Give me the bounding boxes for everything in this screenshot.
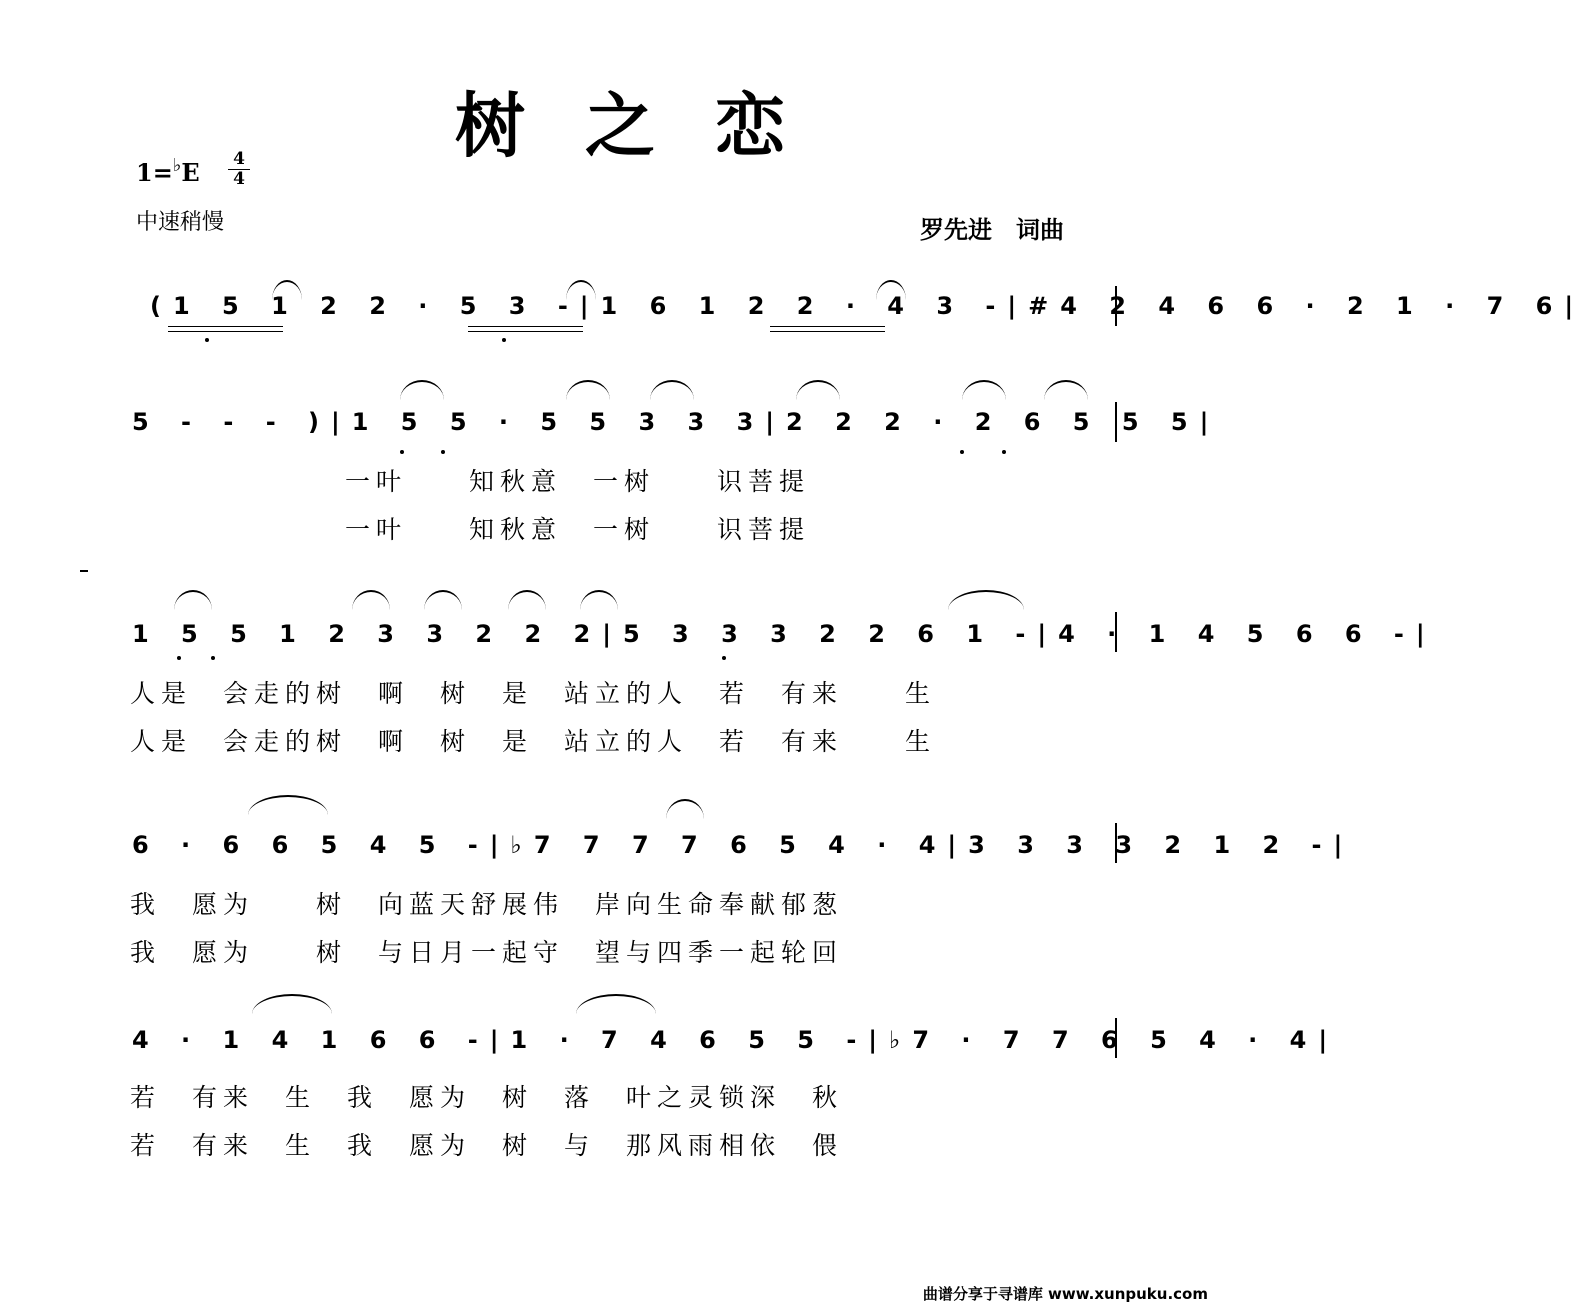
octave-dot: [1002, 450, 1006, 454]
lyric-verse-2: 若 有来 生 我 愿为 树 与 那风雨相依 偎: [130, 1131, 844, 1160]
slur: [566, 380, 610, 400]
key-prefix: 1=: [136, 158, 173, 187]
octave-dot: [211, 656, 215, 660]
slur: [576, 994, 656, 1014]
beam: [168, 326, 283, 327]
octave-dot: [177, 656, 181, 660]
notation-line: 1 5 5 1 2 3 3 2 2 2|5 3 3 3 2 2 6 1 -|4 · 1 4 5 6 6 -|: [132, 620, 1437, 648]
octave-dot: [400, 450, 404, 454]
slur: [400, 380, 444, 400]
slur: [962, 380, 1006, 400]
song-title: 树之恋: [455, 84, 845, 167]
beam: [770, 331, 885, 332]
flat-icon: ♭: [172, 155, 182, 176]
slur: [508, 590, 546, 610]
edge-mark: [80, 570, 88, 572]
barline-end: [1115, 612, 1117, 652]
lyric-verse-2: 人是 会走的树 啊 树 是 站立的人 若 有来 生: [130, 727, 937, 756]
slur: [352, 590, 390, 610]
tempo-marking: 中速稍慢: [136, 210, 225, 235]
lyric-verse-2: 我 愿为 树 与日月一起守 望与四季一起轮回: [130, 938, 844, 967]
notation-line: 6 · 6 6 5 4 5 -|♭7 7 7 7 6 5 4 · 4|3 3 3 3 2 1 2 -|: [132, 831, 1355, 859]
octave-dot: [960, 450, 964, 454]
octave-dot: [722, 656, 726, 660]
lyric-verse-1: 人是 会走的树 啊 树 是 站立的人 若 有来 生: [130, 679, 937, 708]
octave-dot: [502, 338, 506, 342]
notation-line: 4 · 1 4 1 6 6 -|1 · 7 4 6 5 5 -|♭7 · 7 7 6 5 4 · 4|: [132, 1026, 1340, 1054]
barline-end: [1115, 402, 1117, 442]
beam: [468, 326, 583, 327]
slur: [876, 280, 906, 300]
barline-end: [1115, 823, 1117, 863]
slur: [1044, 380, 1088, 400]
slur: [666, 799, 704, 819]
slur: [948, 590, 1024, 610]
beam: [168, 331, 283, 332]
slur: [272, 280, 302, 300]
source-footer: 曲谱分享于寻谱库 www.xunpuku.com: [922, 1285, 1208, 1303]
lyric-verse-1: 我 愿为 树 向蓝天舒展伟 岸向生命奉献郁葱: [130, 890, 844, 919]
beam: [468, 331, 583, 332]
slur: [796, 380, 840, 400]
lyric-verse-1: 若 有来 生 我 愿为 树 落 叶之灵锁深 秋: [130, 1083, 844, 1112]
beam: [770, 326, 885, 327]
barline-end: [1115, 286, 1117, 326]
octave-dot: [205, 338, 209, 342]
notation-line: (1 5 1 2 2 · 5 3 -|1 6 1 2 2 · 4 3 -|#4 2 4 6 6 · 2 1 · 7 6|: [150, 292, 1585, 320]
lyric-verse-2: 一叶 知秋意 一树 识菩提: [345, 515, 811, 544]
time-bottom: 4: [233, 169, 245, 189]
triplet-slur: [248, 795, 328, 815]
composer-credit: 罗先进 词曲: [920, 216, 1064, 244]
barline-end: [1115, 1018, 1117, 1058]
time-top: 4: [233, 149, 245, 169]
time-signature: [228, 150, 250, 189]
slur: [174, 590, 212, 610]
octave-dot: [441, 450, 445, 454]
slur: [424, 590, 462, 610]
key-signature: [136, 155, 200, 187]
key-note: E: [181, 158, 200, 187]
slur: [252, 994, 332, 1014]
slur: [650, 380, 694, 400]
slur: [580, 590, 618, 610]
slur: [566, 280, 596, 300]
lyric-verse-1: 一叶 知秋意 一树 识菩提: [345, 467, 811, 496]
notation-line: 5 - - - )|1 5 5 · 5 5 3 3 3|2 2 2 · 2 6 5 5 5|: [132, 408, 1221, 436]
